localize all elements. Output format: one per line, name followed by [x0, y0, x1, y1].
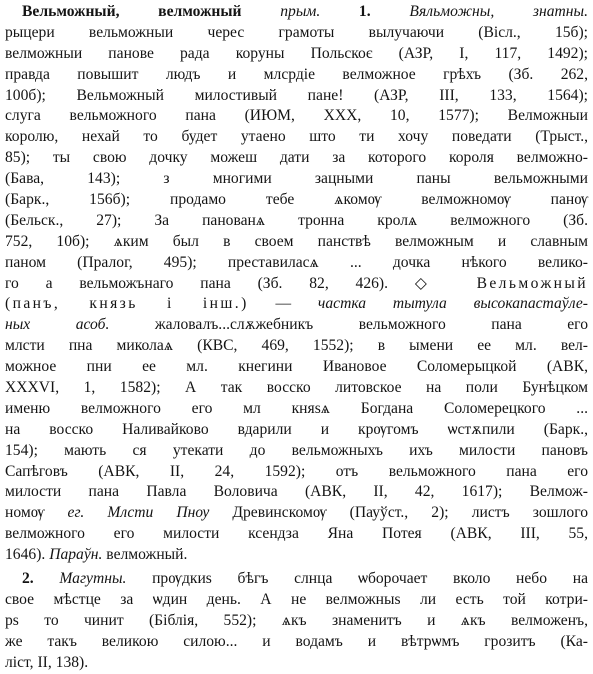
- entry-line: [5, 524, 588, 545]
- entry-text: велможныи панове рада коруны Польскоє (АЗР, І, 117, 1492);: [5, 44, 588, 62]
- entry-line: [5, 106, 588, 127]
- italic-gloss-text: Вяльможны, знатны.: [409, 3, 588, 20]
- entry-line: [5, 399, 588, 420]
- spaced-phrase-text: Вельможный: [476, 274, 588, 292]
- entry-line: [5, 482, 588, 503]
- entry-text: (Бава, 143); з многими зацными паны вельможными: [5, 170, 588, 188]
- entry-line: [5, 211, 588, 232]
- entry-line: [5, 127, 588, 148]
- entry-line: [5, 441, 588, 462]
- entry-text: же такъ великою силою... и водамъ и вѣтрѡмъ грозитъ (Ка-: [5, 632, 588, 650]
- entry-line: [5, 274, 588, 295]
- entry-line: [5, 148, 588, 169]
- italic-gloss-text: ных асоб.: [5, 316, 110, 334]
- entry-line: [5, 44, 588, 65]
- entry-text: королю, нехай то будет утаено што ти хочу поведати (Трыст.,: [5, 128, 588, 146]
- entry-text: (Барк., 156б); продамо тебе ѧкомѹ велможномѹ панѹ: [5, 191, 588, 209]
- entry-text: жаловалъ...слѫжебникъ вельможного пана его: [109, 316, 588, 334]
- entry-line: [5, 190, 588, 211]
- entry-line: [5, 336, 588, 357]
- entry-text: слуга вельможного пана (ИЮМ, XXX, 10, 1577); Велможныи: [5, 107, 588, 125]
- spaced-phrase-text: (панъ, князь і інш.): [5, 295, 249, 313]
- entry-line: [5, 357, 588, 378]
- entry-text: XXXVI, 1, 1582); А так восско литовское на поли Бунѣцком: [5, 379, 588, 397]
- entry-line: [5, 23, 588, 44]
- entry-text: на восско Наливайково вдарили и крѹгомъ ѡстѫпили (Барк.,: [5, 420, 588, 438]
- entry-text: ліст, II, 138).: [5, 653, 89, 671]
- headword-text: Вельможный, велможный: [22, 3, 242, 20]
- entry-line: [5, 2, 588, 23]
- headword-text: 1.: [358, 3, 410, 20]
- entry-line: [5, 653, 588, 674]
- italic-gloss-text: Параўн.: [49, 546, 103, 564]
- entry-line: [5, 378, 588, 399]
- entry-text: правда повышит людъ и млсрдіе велможное грѣхъ (Зб. 262,: [5, 65, 588, 83]
- entry-text: номѹ: [5, 504, 68, 522]
- italic-gloss-text: прым.: [241, 3, 359, 20]
- entry-text: велможного его милости ксендза Яна Потея (АВК, III, 55,: [5, 525, 588, 543]
- entry-text: рѕ то чинит (Біблія, 552); ѧкъ знаменитъ и ѧкъ велможенъ,: [5, 611, 588, 629]
- entry-text: 85); ты свою дочку можеш дати за которого короля велможно-: [5, 149, 588, 167]
- entry-text: Сапѣговъ (АВК, ІІ, 24, 1592); отъ вельможного пана его: [5, 462, 588, 480]
- entry-text: (Бельск., 27); За панованѧ тронна кролѧ велможного (Зб.: [5, 211, 588, 229]
- entry-text: прѹдкиѕ бѣгъ слнца ѡборочает вколо небо на: [126, 570, 588, 588]
- entry-line: [5, 420, 588, 441]
- dictionary-page: [5, 2, 589, 671]
- headword-text: 2.: [22, 570, 60, 588]
- entry-text: рыцери вельможныи черес грамоты вылучаючи (Вісл., 15б);: [5, 23, 588, 41]
- entry-line: [5, 169, 588, 190]
- entry-text: млсти пна миколаѧ (КВС, 469, 1552); в ымени ее мл. вел-: [5, 337, 588, 355]
- entry-text: 1646).: [5, 546, 50, 564]
- entry-line: [5, 632, 588, 653]
- entry-sense-2: [5, 569, 588, 673]
- entry-line: [5, 86, 588, 107]
- entry-text: 752, 10б); ѧким был в своем панствѣ велможным и славным: [5, 232, 588, 250]
- entry-text: велможный.: [102, 546, 188, 564]
- entry-line: [5, 315, 588, 336]
- entry-text: милости пана Павла Воловича (АВК, II, 42, 1617); Велмож-: [5, 483, 588, 501]
- entry-line: [5, 253, 588, 274]
- entry-text: го а вельможънаго пана (Зб. 82, 426). ◇: [5, 274, 477, 292]
- entry-line: [5, 590, 588, 611]
- entry-line: [5, 611, 588, 632]
- entry-text: 100б); Вельможный милостивый пане! (АЗР, III, 133, 1564);: [5, 86, 588, 104]
- entry-line: [5, 545, 588, 566]
- entry-line: [5, 232, 588, 253]
- entry-text: Древинскомѹ (Пауўст., 2); листъ зошлого: [209, 504, 589, 522]
- entry-line: [5, 569, 588, 590]
- entry-text: именю велможного его мл княѕѧ Богдана Соломерецкого ...: [5, 399, 588, 417]
- entry-line: [5, 503, 588, 524]
- entry-line: [5, 294, 588, 315]
- entry-line: [5, 462, 588, 483]
- entry-sense-1: [5, 2, 588, 566]
- italic-gloss-text: ег. Млсти Пнѹ: [67, 504, 210, 522]
- entry-text: паном (Пралог, 495); преставиласѧ ... дочка нѣкого велико-: [5, 253, 588, 271]
- entry-line: [5, 65, 588, 86]
- entry-text: 154); мають ся утекати до вельможныхъ ихъ милости пановъ: [5, 441, 588, 459]
- entry-text: —: [248, 295, 318, 313]
- entry-text: свое мѣстце за ѡдин день. А не велможныѕ ли есть той котри-: [5, 590, 588, 608]
- entry-text: можное пни ее мл. кнегини Ивановое Соломерыцкой (АВК,: [5, 358, 588, 376]
- italic-gloss-text: Магутны.: [59, 570, 127, 588]
- italic-gloss-text: частка тытула высокапастаўле-: [317, 295, 589, 313]
